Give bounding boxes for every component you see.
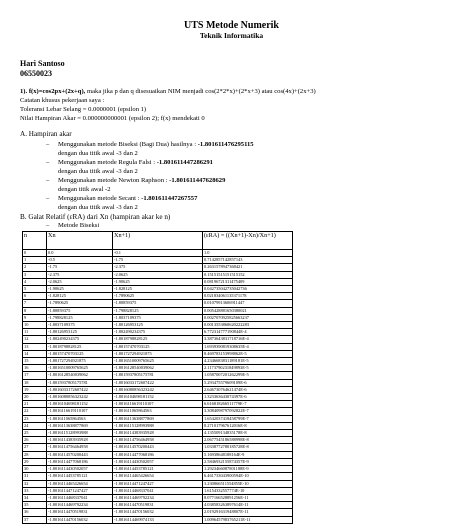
cell-xn: -2.0625: [47, 278, 113, 285]
cell-n: 34: [23, 494, 47, 501]
table-row: [23, 257, 293, 264]
cell-n: 18: [23, 379, 47, 386]
cell-xn1: -2.375: [113, 264, 203, 271]
secant-result: [46, 195, 197, 202]
cell-error: 3.230866511554855E-10: [203, 480, 293, 487]
cell-n: 17: [23, 372, 47, 379]
regula-falsi-result: [46, 159, 213, 166]
cell-xn1: -1.8016114570200443: [113, 444, 203, 451]
table-row: [23, 401, 293, 408]
cell-xn1: -1.8016114469974133: [113, 516, 203, 523]
cell-xn: -1.828125: [47, 293, 113, 300]
cell-xn: -1.8018798828125: [47, 343, 113, 350]
cell-error: 0.021834061135371178: [203, 293, 293, 300]
table-row: [23, 458, 293, 465]
cell-n: 13: [23, 343, 47, 350]
cell-xn1: -1.802490234375: [113, 329, 203, 336]
table-row: [23, 516, 293, 523]
cell-error: 1.0: [203, 250, 293, 257]
dash-icon: –: [46, 177, 50, 184]
method-label: Metode Biseksi: [58, 222, 100, 229]
cell-error: 0.0013553860620222283: [203, 322, 293, 329]
cell-error: 0.005428881650380021: [203, 307, 293, 314]
cell-n: 26: [23, 437, 47, 444]
cell-n: 31: [23, 473, 47, 480]
cell-xn1: -1.8016114470156032: [113, 509, 203, 516]
cell-xn1: -1.80126953125: [113, 322, 203, 329]
table-row: [23, 322, 293, 329]
cell-error: 4.038583263897614E-11: [203, 502, 293, 509]
table-row: [23, 307, 293, 314]
cell-n: 35: [23, 502, 47, 509]
cell-xn1: -1.8016114471247427: [113, 480, 203, 487]
table-row: [23, 415, 293, 422]
table-row: [23, 394, 293, 401]
table-row: [23, 293, 293, 300]
cell-xn1: -1.8016114453785121: [113, 466, 203, 473]
cell-xn1: -1.8016114383935928: [113, 430, 203, 437]
cell-xn: -1.75: [47, 264, 113, 271]
cell-xn: -1.8016114430502057: [47, 466, 113, 473]
cell-xn: -1.8016116619110107: [47, 408, 113, 415]
table-header-row: [23, 232, 293, 250]
cell-error: 2.019291631948807E-11: [203, 509, 293, 516]
cell-xn: -1.798828125: [47, 314, 113, 321]
table-row: [23, 509, 293, 516]
cell-xn: -1.8016114471247427: [47, 487, 113, 494]
dash-icon: –: [46, 159, 50, 166]
table-row: [23, 300, 293, 307]
cell-error: 0.042735042735042736: [203, 286, 293, 293]
table-row: [23, 386, 293, 393]
column-header-error: (εRA) = ((Xn+1)-Xn)/Xn+1): [203, 232, 293, 250]
cell-n: 3: [23, 271, 47, 278]
cell-xn1: -1.8016114465426654: [113, 473, 203, 480]
cell-error: 1.6542037418458799E-7: [203, 415, 293, 422]
error-table: [22, 231, 293, 524]
cell-error: 3.3873643831718716E-4: [203, 336, 293, 343]
table-row: [23, 502, 293, 509]
table-row: [23, 487, 293, 494]
cell-n: 10: [23, 322, 47, 329]
cell-xn: -1.8016080856323242: [47, 394, 113, 401]
cell-xn1: -1.8016115128993988: [113, 422, 203, 429]
cell-xn: 0.0: [47, 250, 113, 257]
bisection-value: -1.801611476295115: [197, 141, 254, 148]
cell-error: 2.0677545186588998E-8: [203, 437, 293, 444]
cell-error: 1.0096457983765211E-11: [203, 516, 293, 523]
cell-xn: -1.8016114383935928: [47, 437, 113, 444]
cell-xn: -1.80157470703125: [47, 350, 113, 357]
question-number: 1).: [20, 88, 28, 95]
cell-error: 1.2923466087801188E-9: [203, 466, 293, 473]
table-row: [23, 451, 293, 458]
cell-n: 4: [23, 278, 47, 285]
cell-xn1: -1.828125: [113, 286, 203, 293]
cell-error: 2.646730764621474E-6: [203, 386, 293, 393]
cell-n: 21: [23, 401, 47, 408]
secant-label: Menggunakan metode Secant :: [58, 195, 140, 202]
cell-xn1: -1.8016114477068186: [113, 451, 203, 458]
table-row: [23, 314, 293, 321]
cell-xn1: -1.90625: [113, 278, 203, 285]
cell-n: 5: [23, 286, 47, 293]
section-a-heading: A. Hampiran akar: [20, 130, 72, 138]
table-row: [23, 422, 293, 429]
cell-xn: -1.80126953125: [47, 329, 113, 336]
cell-xn: -1.8015937805175781: [47, 379, 113, 386]
cell-xn1: -1.8016116619110107: [113, 401, 203, 408]
cell-n: 28: [23, 451, 47, 458]
cell-xn: -1.8016114477068186: [47, 458, 113, 465]
cell-xn1: -1.8016114468337041: [113, 487, 203, 494]
dash-icon: –: [46, 141, 50, 148]
section-b-heading: B. Galat Relatif (εRA) dari Xn (hampiran akar ke n): [20, 213, 171, 221]
cell-error: 1.323363643074397E-6: [203, 394, 293, 401]
cell-n: 24: [23, 422, 47, 429]
cell-xn: -1.90625: [47, 286, 113, 293]
cell-error: 0.2631578947368421: [203, 264, 293, 271]
regula-falsi-label: Menggunakan metode Regula Falsi :: [58, 159, 156, 166]
column-header-n: n: [23, 232, 47, 250]
cell-xn1: -1.75: [113, 257, 203, 264]
cell-error: 8.271017967612016E-8: [203, 422, 293, 429]
cell-xn1: -2.0625: [113, 271, 203, 278]
table-row: [23, 473, 293, 480]
cell-xn1: -1.8037109375: [113, 314, 203, 321]
cell-n: 16: [23, 365, 47, 372]
student-nim: 06550023: [20, 69, 52, 78]
cell-n: 9: [23, 314, 47, 321]
table-row: [23, 365, 293, 372]
cell-xn1: -1.7890625: [113, 293, 203, 300]
cell-xn: -1.8016033172607422: [47, 386, 113, 393]
cell-n: 36: [23, 509, 47, 516]
question-line: [20, 88, 316, 95]
cell-error: 1.0587007201262299E-5: [203, 372, 293, 379]
cell-error: 0.08196721311475409: [203, 278, 293, 285]
table-row: [23, 494, 293, 501]
cell-n: 1: [23, 257, 47, 264]
cell-n: 7: [23, 300, 47, 307]
cell-error: 2.5846932155874357E-9: [203, 458, 293, 465]
table-row: [23, 408, 293, 415]
method-label-row: [46, 222, 99, 229]
table-body: [23, 250, 293, 524]
cell-n: 29: [23, 458, 47, 465]
notes-label: Catatan khusus pekerjaan saya :: [20, 97, 105, 104]
cell-xn: -1.8016114570200443: [47, 451, 113, 458]
table-row: [23, 358, 293, 365]
cell-error: 2.1173790231849893E-5: [203, 365, 293, 372]
newton-raphson-detail: dengan titik awal -2: [58, 186, 111, 193]
cell-xn1: -1.8018798828125: [113, 336, 203, 343]
cell-error: 4.2346683831189181E-5: [203, 358, 293, 365]
cell-xn: -1.8016114756464958: [47, 444, 113, 451]
table-row: [23, 250, 293, 257]
cell-n: 6: [23, 293, 47, 300]
cell-n: 8: [23, 307, 47, 314]
cell-xn: -1.8016104698181152: [47, 401, 113, 408]
cell-n: 32: [23, 480, 47, 487]
tolerance-line: Toleransi Lebar Selang = 0.0000001 (epsilon 1): [20, 106, 147, 113]
cell-xn: -1.8016114465426654: [47, 480, 113, 487]
cell-error: 3.3084098797092822E-7: [203, 408, 293, 415]
cell-xn1: -1.8016113638877869: [113, 415, 203, 422]
document-title: UTS Metode Numerik: [184, 20, 279, 31]
cell-xn: -1.801611065864563: [47, 415, 113, 422]
cell-xn1: -1.8016114430502057: [113, 458, 203, 465]
cell-error: 4.135509134835178E-8: [203, 430, 293, 437]
cell-error: 0.7142857142857143: [203, 257, 293, 264]
cell-xn: -1.8016510009765625: [47, 365, 113, 372]
cell-error: 1.6154332557774E-10: [203, 487, 293, 494]
table-row: [23, 350, 293, 357]
table-row: [23, 466, 293, 473]
document-subtitle: Teknik Informatika: [199, 31, 264, 40]
cell-error: 6.772314777190844E-4: [203, 329, 293, 336]
cell-n: 37: [23, 516, 47, 523]
table-row: [23, 329, 293, 336]
bisection-label: Menggunakan metode Biseksi (Bagi Dua) hasilnya :: [58, 141, 197, 148]
cell-xn: -1.7890625: [47, 300, 113, 307]
cell-xn: -1.8016114470519831: [47, 509, 113, 516]
cell-n: 27: [23, 444, 47, 451]
cell-xn: -1.8016113638877869: [47, 422, 113, 429]
cell-xn: -1.8016128540039062: [47, 372, 113, 379]
cell-xn1: -1.8016114756464958: [113, 437, 203, 444]
cell-xn1: -1.8016114470519831: [113, 502, 203, 509]
bisection-result: [46, 141, 254, 148]
cell-n: 2: [23, 264, 47, 271]
cell-error: 0.01079913606911447: [203, 300, 293, 307]
cell-xn1: -1.80157470703125: [113, 343, 203, 350]
cell-xn: -1.8016114453785121: [47, 473, 113, 480]
zero-value-line: Nilai Hampiran Akar = 0.000000000001 (epsilon 2); f(x) mendekati 0: [20, 115, 205, 122]
cell-xn1: -1.8015937805175781: [113, 372, 203, 379]
cell-xn1: -1.798828125: [113, 307, 203, 314]
dash-icon: –: [46, 222, 50, 229]
cell-xn1: -1.8016128540039062: [113, 365, 203, 372]
cell-error: 1.0338772780185728E-8: [203, 444, 293, 451]
cell-xn: -1.8016114468337041: [47, 494, 113, 501]
cell-error: 0.0027070925825663237: [203, 314, 293, 321]
cell-error: 6.616818266511779E-7: [203, 401, 293, 408]
cell-error: 8.469783153998862E-5: [203, 350, 293, 357]
cell-xn1: -1.80859375: [113, 300, 203, 307]
column-header-xn: Xn: [47, 232, 113, 250]
table-row: [23, 372, 293, 379]
cell-xn1: -1.8016510009765625: [113, 358, 203, 365]
table-row: [23, 444, 293, 451]
cell-xn: -1.8016114470156032: [47, 516, 113, 523]
newton-raphson-value: -1.801611447628629: [169, 177, 226, 184]
regula-falsi-value: -1.801611447286291: [156, 159, 213, 166]
table-row: [23, 336, 293, 343]
table-row: [23, 286, 293, 293]
column-header-xn1: Xn+1): [113, 232, 203, 250]
cell-n: 0: [23, 250, 47, 257]
table-row: [23, 430, 293, 437]
cell-error: 6.461733043900594E-10: [203, 473, 293, 480]
cell-xn1: -1.801611065864563: [113, 408, 203, 415]
cell-error: 8.077166528891256E-11: [203, 494, 293, 501]
cell-n: 20: [23, 394, 47, 401]
cell-xn1: -1.8016080856323242: [113, 386, 203, 393]
dash-icon: –: [46, 195, 50, 202]
cell-xn: -1.8016115128993988: [47, 430, 113, 437]
table-row: [23, 379, 293, 386]
cell-n: 25: [23, 430, 47, 437]
cell-xn: -1.802490234375: [47, 336, 113, 343]
cell-n: 11: [23, 329, 47, 336]
cell-n: 14: [23, 350, 47, 357]
question-text: maka jika p dan q disesuaikan NIM menjadi cos(2*2*x)+(2*x+3) atau cos(4x)+(2x+3): [86, 88, 316, 95]
cell-n: 33: [23, 487, 47, 494]
cell-n: 15: [23, 358, 47, 365]
cell-xn: -1.8037109375: [47, 322, 113, 329]
bisection-detail: dengan dua titik awal -3 dan 2: [58, 150, 138, 157]
cell-xn1: -0.1: [113, 250, 203, 257]
newton-raphson-label: Menggunakan metode Newton Raphson :: [58, 177, 168, 184]
table-row: [23, 437, 293, 444]
table-row: [23, 278, 293, 285]
student-name: Hari Santoso: [20, 59, 65, 68]
secant-detail: dengan dua titik awal -3 dan 2: [58, 204, 138, 211]
cell-n: 19: [23, 386, 47, 393]
cell-error: 0.15151515151515152: [203, 271, 293, 278]
question-function: f(x)=cos2px+(2x+q),: [28, 88, 86, 95]
cell-xn1: -1.8016104698181152: [113, 394, 203, 401]
cell-xn: -0.5: [47, 257, 113, 264]
regula-falsi-detail: dengan dua titik awal -3 dan 2: [58, 168, 138, 175]
table-row: [23, 480, 293, 487]
table-row: [23, 271, 293, 278]
newton-raphson-result: [46, 177, 225, 184]
cell-error: 1.6939390819308635E-4: [203, 343, 293, 350]
cell-xn: -1.80859375: [47, 307, 113, 314]
cell-xn1: -1.8016114469792234: [113, 494, 203, 501]
cell-xn1: -1.8016033172607422: [113, 379, 203, 386]
table-row: [23, 343, 293, 350]
cell-n: 23: [23, 415, 47, 422]
secant-value: -1.801611447267557: [141, 195, 198, 202]
cell-n: 30: [23, 466, 47, 473]
cell-xn1: -1.801727294921875: [113, 350, 203, 357]
cell-xn: -2.375: [47, 271, 113, 278]
cell-n: 12: [23, 336, 47, 343]
cell-error: 5.16938648188164E-9: [203, 451, 293, 458]
table-row: [23, 264, 293, 271]
cell-xn: -1.801727294921875: [47, 358, 113, 365]
cell-n: 22: [23, 408, 47, 415]
cell-xn: -1.8016114469792234: [47, 502, 113, 509]
cell-error: 5.293475579609109E-6: [203, 379, 293, 386]
